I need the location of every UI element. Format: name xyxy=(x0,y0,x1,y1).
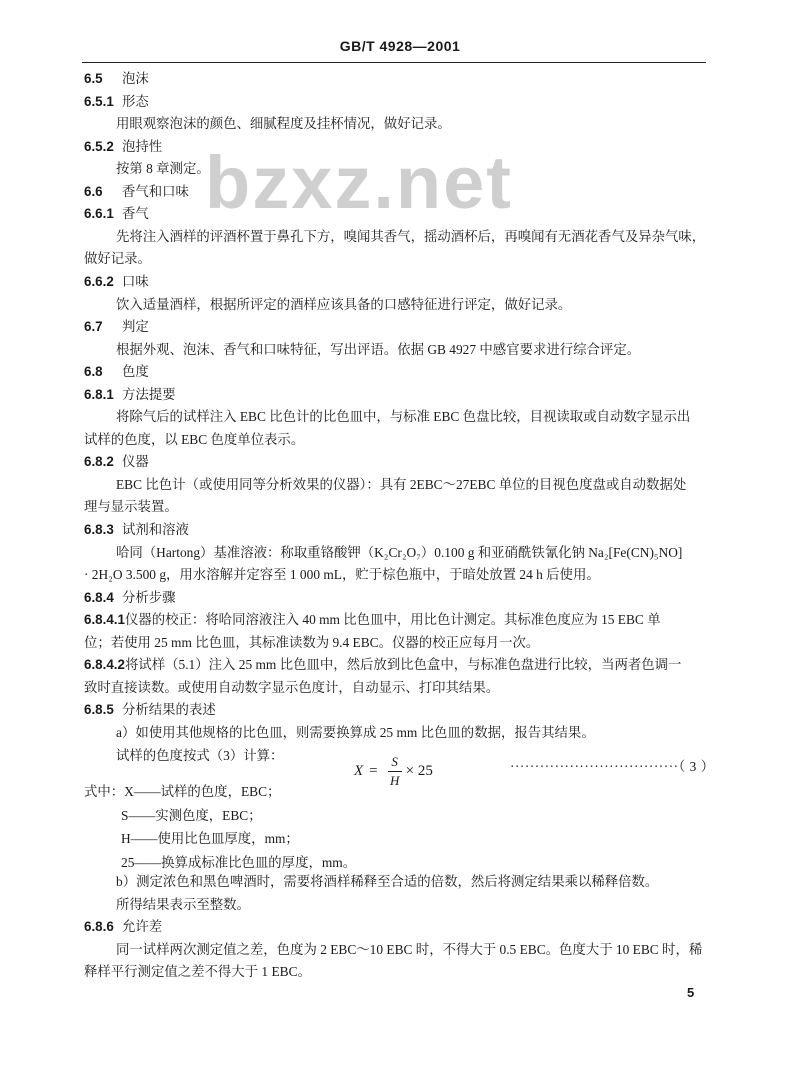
line-text: 试样的色度，以 EBC 色度单位表示。 xyxy=(84,431,305,447)
line-text: 允许差 xyxy=(122,919,163,934)
line-text: 式中：X——试样的色度，EBC； xyxy=(84,784,281,799)
section-heading xyxy=(84,93,149,111)
line-text: S——实测色度，EBC； xyxy=(121,807,262,823)
line-text: 方法提要 xyxy=(122,386,176,402)
line-text: 饮入适量酒样，根据所评定的酒样应该具备的口感特征进行评定，做好记录。 xyxy=(116,296,572,312)
line-text: 25——换算成标准比色皿的厚度，mm。 xyxy=(121,854,357,870)
header-rule xyxy=(82,62,706,63)
equation-number: ··································（ 3 ） xyxy=(510,759,715,774)
section-number: 6.8.1 xyxy=(84,386,114,402)
section-number: 6.6.1 xyxy=(84,206,114,222)
formula-rhs: × 25 xyxy=(405,763,433,779)
line-text: b）测定浓色和黑色啤酒时，需要将酒样稀释至合适的倍数，然后将测定结果乘以稀释倍数。 xyxy=(116,874,659,889)
section-number: 6.8 xyxy=(84,364,103,380)
paragraph-line xyxy=(121,807,262,825)
line-text: 色度 xyxy=(122,364,149,380)
paragraph-line xyxy=(121,854,356,872)
paragraph-line xyxy=(116,408,690,426)
paragraph-line xyxy=(84,783,280,801)
section-number: 6.5.1 xyxy=(84,93,114,109)
line-text: 分析结果的表述 xyxy=(122,702,216,718)
line-text: 口味 xyxy=(122,273,149,289)
section-heading xyxy=(84,183,189,201)
paragraph-line xyxy=(84,431,304,449)
line-text: 根据外观、泡沫、香气和口味特征，写出评语。依据 GB 4927 中感官要求进行综合评定。 xyxy=(116,341,641,357)
line-text: 致时直接读数。或使用自动数字显示色度计，自动显示、打印其结果。 xyxy=(84,679,500,695)
section-heading xyxy=(84,363,149,381)
paragraph-line xyxy=(116,941,702,959)
line-text: 泡持性 xyxy=(122,138,163,154)
section-heading xyxy=(84,656,681,674)
section-number: 6.8.5 xyxy=(84,702,114,718)
line-text: 判定 xyxy=(122,319,149,335)
paragraph-line xyxy=(116,296,571,314)
line-text: 将除气后的试样注入 EBC 比色计的比色皿中，与标准 EBC 色盘比较，目视读取或自动数字显示出 xyxy=(116,409,691,425)
paragraph-line xyxy=(84,963,311,981)
line-text: 试样的色度按式（3）计算： xyxy=(116,747,284,763)
formula-numerator: S xyxy=(391,754,398,769)
line-text: 仪器 xyxy=(122,454,149,470)
section-number: 6.8.6 xyxy=(84,919,114,934)
section-heading xyxy=(84,386,176,404)
line-text: 先将注入酒样的评酒杯置于鼻孔下方，嗅闻其香气，摇动酒杯后，再嗅闻有无酒花香气及异杂气味， xyxy=(116,228,706,244)
formula-denominator: H xyxy=(389,773,400,788)
section-heading xyxy=(84,205,149,223)
paragraph-line xyxy=(116,228,705,246)
line-text: H——使用比色皿厚度，mm； xyxy=(121,831,299,846)
paragraph-line xyxy=(116,160,210,178)
line-text: 做好记录。 xyxy=(84,251,151,267)
line-text: 将试样（5.1）注入 25 mm 比色皿中，然后放到比色盒中，与标准色盘进行比较，当两者色调一 xyxy=(124,657,682,673)
line-text: 哈同（Hartong）基准溶液：称取重铬酸钾（K₂Cr₂O₇）0.100 g 和亚硝酰铁氰化钠 Na₂[Fe(CN)₅NO] xyxy=(116,544,683,560)
paragraph-line xyxy=(116,341,640,359)
formula-lhs: X xyxy=(354,763,364,779)
line-text: 理与显示装置。 xyxy=(84,499,178,515)
paragraph-line xyxy=(84,566,600,584)
line-text: 形态 xyxy=(122,93,149,109)
line-text: EBC 比色计（或使用同等分析效果的仪器）：具有 2EBC～27EBC 单位的目视色度盘或自动数据处 xyxy=(116,476,687,492)
formula-equals: = xyxy=(369,763,378,779)
section-heading xyxy=(84,521,189,539)
line-text: 释样平行测定值之差不得大于 1 EBC。 xyxy=(84,964,311,979)
paragraph-line xyxy=(116,476,686,494)
paragraph-line xyxy=(84,679,499,697)
section-heading xyxy=(84,589,176,607)
section-heading xyxy=(84,318,149,336)
page-number: 5 xyxy=(687,985,695,1000)
section-number: 6.6.2 xyxy=(84,273,114,289)
formula-fraction xyxy=(388,754,402,789)
paragraph-line xyxy=(121,830,299,848)
section-number: 6.5.2 xyxy=(84,138,114,154)
line-text: a）如使用其他规格的比色皿，则需要换算成 25 mm 比色皿的数据，报告其结果。 xyxy=(116,724,595,740)
paragraph-line xyxy=(84,250,151,268)
document-header: GB/T 4928—2001 xyxy=(339,38,461,54)
paragraph-line xyxy=(116,544,682,562)
section-heading xyxy=(84,918,162,936)
section-heading xyxy=(84,701,216,719)
line-text: 按第 8 章测定。 xyxy=(116,161,210,177)
paragraph-line xyxy=(84,634,539,652)
section-number: 6.7 xyxy=(84,319,103,335)
line-text: 位；若使用 25 mm 比色皿，其标准读数为 9.4 EBC。仪器的校正应每月一次。 xyxy=(84,634,540,650)
paragraph-line xyxy=(116,115,451,133)
paragraph-line xyxy=(116,747,283,765)
line-text: 仪器的校正：将哈同溶液注入 40 mm 比色皿中，用比色计测定。其标准色度应为 15 EBC 单 xyxy=(124,612,661,628)
fraction-bar xyxy=(388,771,402,772)
section-number: 6.5 xyxy=(84,71,103,86)
line-text: 香气和口味 xyxy=(122,183,189,199)
paragraph-line xyxy=(116,724,595,742)
section-number: 6.6 xyxy=(84,183,103,199)
line-text: · 2H₂O 3.500 g，用水溶解并定容至 1 000 mL，贮于棕色瓶中，于暗处放置 24 h 后使用。 xyxy=(84,567,600,583)
section-number: 6.8.4 xyxy=(84,589,114,605)
section-number: 6.8.4.1 xyxy=(84,612,125,628)
paragraph-line xyxy=(84,498,178,516)
section-heading xyxy=(84,453,149,471)
paragraph-line xyxy=(116,873,658,891)
line-text: 所得结果表示至整数。 xyxy=(116,896,250,912)
section-heading xyxy=(84,138,162,156)
line-text: 泡沫 xyxy=(122,71,149,86)
paragraph-line xyxy=(116,896,250,914)
section-heading xyxy=(84,611,661,629)
line-text: 分析步骤 xyxy=(122,589,176,605)
section-number: 6.8.2 xyxy=(84,454,114,470)
line-text: 用眼观察泡沫的颜色、细腻程度及挂杯情况，做好记录。 xyxy=(116,116,451,132)
watermark: bzxz.net xyxy=(205,141,513,224)
formula-3 xyxy=(354,754,433,789)
section-heading xyxy=(84,70,149,88)
line-text: 试剂和溶液 xyxy=(122,522,189,537)
section-number: 6.8.4.2 xyxy=(84,657,125,673)
section-number: 6.8.3 xyxy=(84,522,114,537)
section-heading xyxy=(84,273,149,291)
line-text: 同一试样两次测定值之差，色度为 2 EBC～10 EBC 时，不得大于 0.5 EBC。色度大于 10 EBC 时，稀 xyxy=(116,941,703,957)
line-text: 香气 xyxy=(122,206,149,222)
